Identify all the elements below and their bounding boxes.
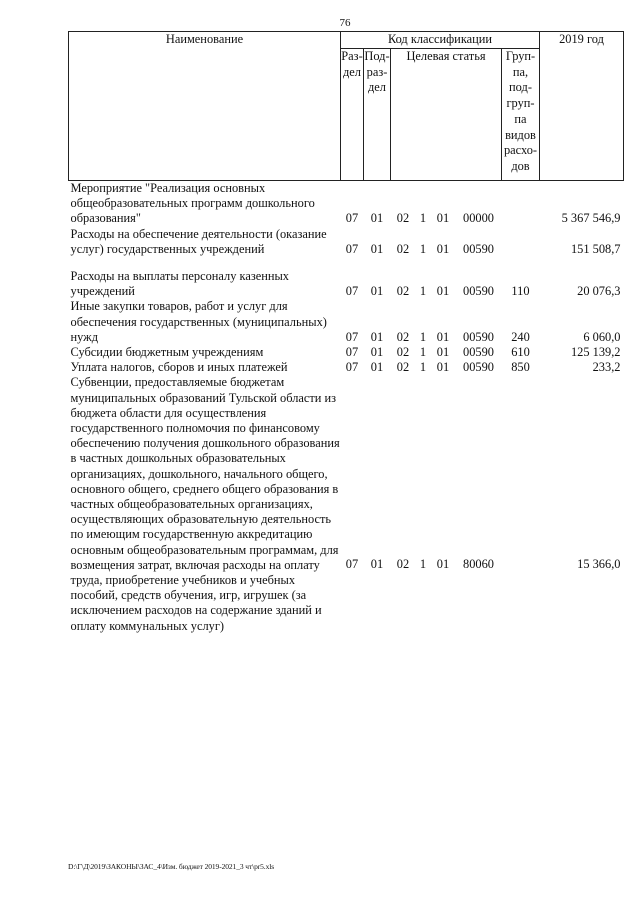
row-amount: 151 508,7 [570, 241, 621, 256]
table-row [69, 181, 624, 227]
row-group [502, 227, 540, 257]
header-name: Наименование [69, 32, 341, 181]
row-target-part-3: 01 [436, 345, 450, 360]
table-row [69, 375, 624, 633]
row-target-part-3: 01 [436, 557, 450, 572]
table-row [69, 227, 624, 257]
row-podrazdel: 01 [370, 284, 384, 299]
budget-table [68, 31, 624, 634]
row-target-part-4: 00590 [463, 241, 494, 256]
file-path-footer: D:\Г\Д\2019\ЗАКОНЫ\ЗАС_4\Изм. бюджет 2019-2021_3 чт\pr5.xls [68, 862, 275, 871]
row-target-part-4: 00590 [463, 345, 494, 360]
table-body [69, 181, 624, 634]
row-target-part-4: 80060 [463, 557, 494, 572]
row-amount: 5 367 546,9 [561, 211, 621, 226]
row-target-part-2: 1 [419, 211, 427, 226]
row-target-part-3: 01 [436, 211, 450, 226]
row-amount: 15 366,0 [577, 557, 621, 572]
row-target-part-1: 02 [396, 557, 410, 572]
row-razdel: 07 [345, 241, 359, 256]
row-target-part-4: 00000 [463, 211, 494, 226]
header-target: Целевая статья [391, 49, 502, 181]
row-target-part-2: 1 [419, 557, 427, 572]
row-target-part-1: 02 [396, 211, 410, 226]
row-amount: 233,2 [592, 360, 621, 375]
row-target-part-3: 01 [436, 360, 450, 375]
row-razdel: 07 [345, 557, 359, 572]
row-name: Субсидии бюджетным учреждениям [70, 345, 264, 360]
row-target-part-1: 02 [396, 241, 410, 256]
row-target-part-1: 02 [396, 284, 410, 299]
row-podrazdel: 01 [370, 241, 384, 256]
row-target-part-2: 1 [419, 345, 427, 360]
row-target-part-4: 00590 [463, 329, 494, 344]
row-podrazdel: 01 [370, 360, 384, 375]
row-target-part-1: 02 [396, 329, 410, 344]
row-target-part-1: 02 [396, 345, 410, 360]
row-amount: 20 076,3 [577, 284, 621, 299]
header-podrazdel: Под- раз- дел [364, 49, 391, 181]
row-razdel: 07 [345, 211, 359, 226]
row-name: Расходы на обеспечение деятельности (оказание услуг) государственных учреждений [70, 226, 327, 256]
row-razdel: 07 [345, 284, 359, 299]
row-razdel: 07 [345, 329, 359, 344]
row-name: Субвенции, предоставляемые бюджетам муниципальных образований Тульской области из бюджета области для осуществления государственного полномочия по финансовому обеспечению получения дошкольного образования в частных дошкольных образовательных организациях, дошкольного, начального общего, основного общего, среднего общего образования в частных общеобразовательных организациях, осуществляющих образовательную деятельность по имеющим государственную аккредитацию основным общеобразовательным программам, для возмещения затрат, включая расходы на оплату труда, приобретение учебников и учебных пособий, средств обучения, игр, игрушек (за исключением расходов на содержание зданий и оплату коммунальных услуг) [70, 375, 340, 633]
row-group: 850 [511, 360, 530, 375]
row-target-part-2: 1 [419, 241, 427, 256]
row-razdel: 07 [345, 345, 359, 360]
row-target-part-3: 01 [436, 329, 450, 344]
row-name: Мероприятие "Реализация основных общеобразовательных программ дошкольного образования" [70, 181, 315, 226]
row-target-part-2: 1 [419, 329, 427, 344]
header-razdel: Раз- дел [341, 49, 364, 181]
row-target-part-3: 01 [436, 241, 450, 256]
row-group: 240 [511, 329, 530, 344]
row-razdel: 07 [345, 360, 359, 375]
table-row [69, 360, 624, 375]
row-podrazdel: 01 [370, 345, 384, 360]
table-row [69, 299, 624, 345]
row-target-part-4: 00590 [463, 284, 494, 299]
row-name: Уплата налогов, сборов и иных платежей [70, 360, 288, 375]
row-group: 610 [511, 345, 530, 360]
row-name: Расходы на выплаты персоналу казенных учреждений [70, 269, 289, 299]
page-number: 76 [339, 17, 351, 29]
row-target-part-4: 00590 [463, 360, 494, 375]
row-podrazdel: 01 [370, 329, 384, 344]
header-classification: Код классификации [341, 32, 540, 49]
row-amount: 6 060,0 [583, 329, 621, 344]
row-target-part-1: 02 [396, 360, 410, 375]
table-row [69, 257, 624, 299]
row-amount: 125 139,2 [570, 345, 621, 360]
row-name: Иные закупки товаров, работ и услуг для обеспечения государственных (муниципальных) нужд [70, 299, 327, 344]
row-target-part-2: 1 [419, 284, 427, 299]
row-group: 110 [511, 284, 530, 299]
row-target-part-2: 1 [419, 360, 427, 375]
row-podrazdel: 01 [370, 557, 384, 572]
header-group: Груп- па, под- груп- па видов расхо- дов [502, 49, 540, 181]
table-header [69, 32, 624, 181]
row-group [502, 375, 540, 633]
row-podrazdel: 01 [370, 211, 384, 226]
table-row [69, 345, 624, 360]
row-target-part-3: 01 [436, 284, 450, 299]
row-group [502, 181, 540, 227]
header-year: 2019 год [540, 32, 624, 181]
